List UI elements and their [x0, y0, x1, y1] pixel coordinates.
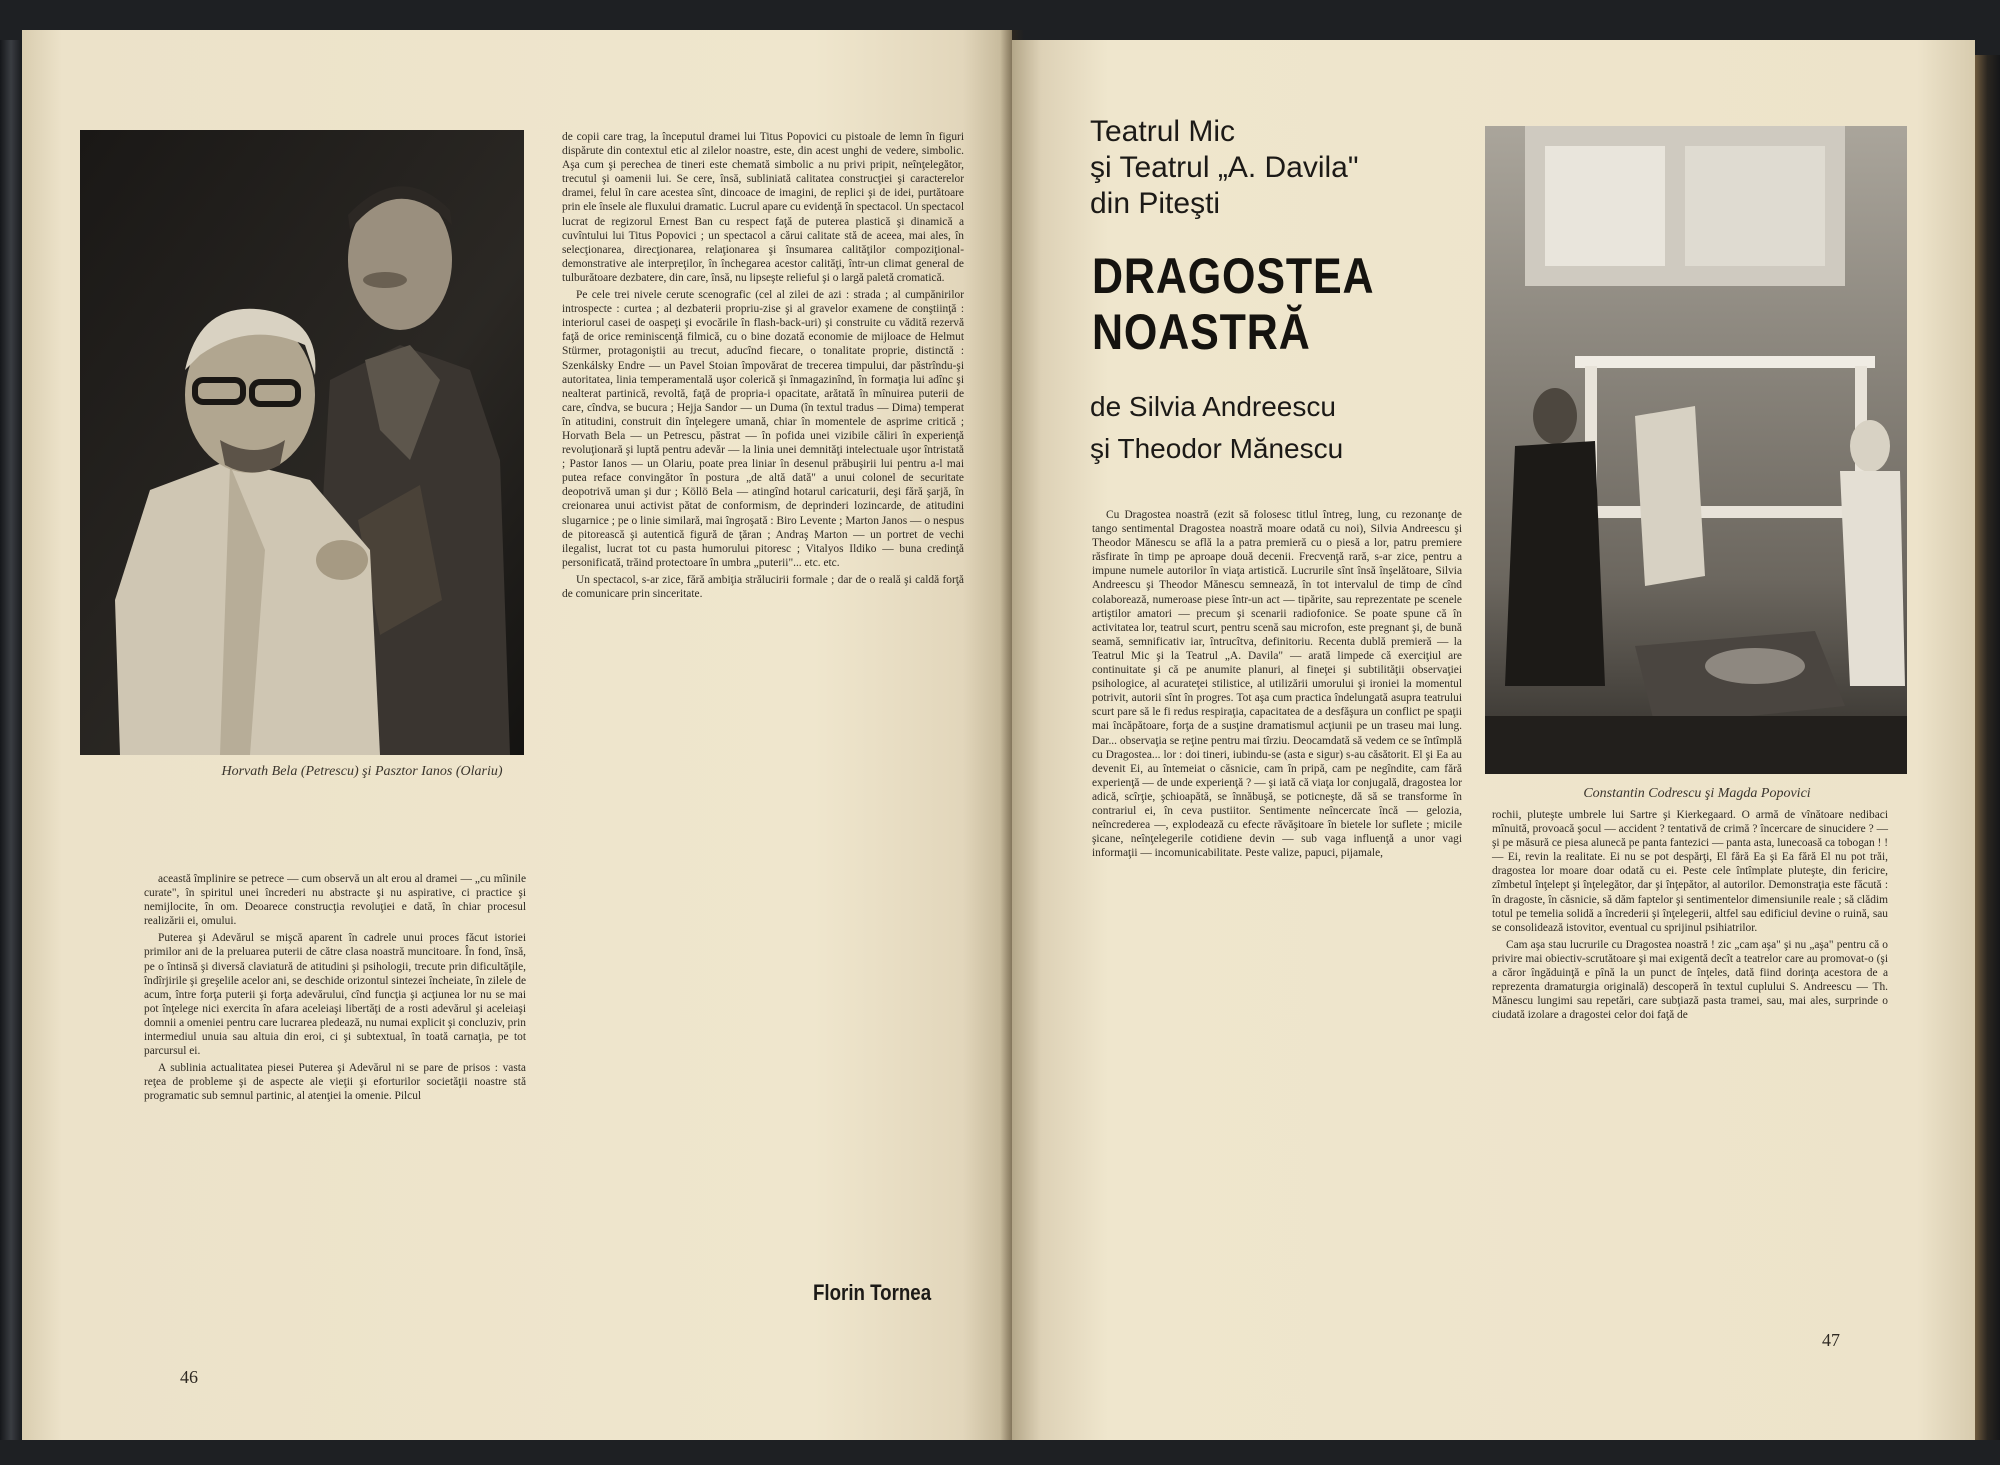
- paragraph: Un spectacol, s-ar zice, fără ambiţia strălucirii formale ; dar de o reală şi caldă forţă de comunicare prin sinceritate.: [562, 573, 964, 600]
- title-line: NOASTRĂ: [1092, 304, 1311, 360]
- left-column-1: [144, 872, 526, 1352]
- right-page: [1012, 40, 1975, 1440]
- title-line: DRAGOSTEA: [1092, 248, 1375, 304]
- paragraph: rochii, pluteşte umbrele lui Sartre şi Kierkegaard. O armă de vînătoare nedibaci mînuită, provoacă şocul — accident ? tentativă de crimă ? încercare de sinucidere ? — şi pe măsură ce piesa alunecă pe panta fantezici — panta asta, lunecoasă ca tobogan ! ! — Ei, revin la realitate. Ei nu se pot despărţi, El fără Ea şi Ea fără El nu pot trăi, dragostea lor moare doar odată cu ei. Peste cele întîmplate pluteşte, din fericire, zîmbetul înţelept şi înţelegător, dar şi înţepător, al autorilor. Demonstraţia este făcută : în dragoste, în căsnicie, să dăm faptelor şi sentimentelor dimensiunile reale ; să clădim totul pe temelia solidă a încrederii şi înţelegerii, altfel sau edificiul devine o ruină, sau se consolidează istovitor, eventual cu sprijinul psihiatrilor.: [1492, 809, 1888, 934]
- rubric-line: din Piteşti: [1090, 187, 1221, 220]
- paragraph: de copii care trag, la începutul dramei lui Titus Popovici cu pistoale de lemn în figuri dispărute din contextul etic al zilelor noastre, este, din acest unghi de vedere, simbolic. Aşa cum şi perechea de tineri este chemată simbolic a nu privi pripit, neînţelegător, trecutul şi oamenii lui. Se cere, însă, subliniată calitatea construcţiei şi caracterelor dramei, felul în care acestea sînt, dincoace de imagini, de replici şi de idei, purtătoare prin ele însele ale fluxului dramatic. Lucrul apare cu evidenţă în spectacol. Un spectacol lucrat de regizorul Ernest Ban cu respect faţă de puterea plastică şi dinamică a cuvîntului lui Titus Popovici ; un spectacol a cărui calitate stă de aceea, mai ales, în selecţionarea, direcţionarea, relaţionarea şi însumarea calităţilor compoziţional-demonstrative ale interpreţilor, în închegarea acestor calităţi, într-un climat general de tulburătoare dezbatere, din care, însă, nu lipseşte relieful şi o largă paletă cromatică.: [562, 131, 964, 284]
- theatre-rubric: [1090, 114, 1410, 222]
- paragraph: această împlinire se petrece — cum observă un alt erou al dramei — „cu mîinile curate", în spiritul unei încrederi nu abstracte şi nu aspirative, ci practice şi nemijlocite, în om. Deoarece construcţia revoluţiei e dată, în chiar procesul realizării ei, omului.: [144, 873, 526, 928]
- right-column-2: [1492, 808, 1888, 1348]
- left-column-2: [562, 130, 964, 1290]
- paragraph: Pe cele trei nivele cerute scenografic (cel al zilei de azi : strada ; al cumpănirilor introspecte : curtea ; al dezbaterii propriu-zise şi al gravelor examene de conştiinţă : interiorul casei de oaspeţi şi evocările în flash-back-uri) şi construite cu vădită rezervă faţă de orice reminiscenţă filmică, cu o bine dozată economie de mijloace de Helmut Stürmer, protagoniştii au trecut, aducînd fiecare, o tonalitate proprie, distinctă : Szenkálsky Endre — un Pavel Stoian împovărat de trecerea timpului, dar păstrîndu-şi autoritatea, linia temperamentală uşor colerică şi înmagazinînd, în formaţia lui adînc şi nealterat partinică, revoltă, faţă de propria-i opacitate, arătată în mînuirea puterii de care, cîndva, se bucura ; Hejja Sandor — un Duma (în textul tradus — Dima) temperat în atitudini, construit din înţelegere umană, chiar în momentele de asprime critică ; Horvath Bela — un Petrescu, păstrat — în pofida unei vizibile căliri în experienţă revoluţionară şi luptă pentru adevăr — la linia unei demnităţi intelectuale uşor întristată ; Pastor Ianos — un Olariu, poate prea liniar în desenul prăbuşirii lui pentru a-l mai putea reface convingător în postura „de altă dată" a unui colonel de securitate deopotrivă uman şi dur ; Köllö Bela — atingînd hotarul caricaturii, deşi fără şarjă, în creionarea unui activist pătat de conformism, de deprinderi lozincarde, de atitudini slugarnice ; pe o linie similară, mai îngroşată : Biro Levente ; Marton Janos — o nespus de pitorească şi autentică figură de ţăran ; Andraş Marton — un portret de vechi ilegalist, lucrat tot cu pasta humorului pitoresc ; Vitalyos Ildiko — buna credinţă personificată, trăind protectoare în umbra „puterii"... etc. etc.: [562, 289, 964, 569]
- page-number-right: 47: [1822, 1330, 1840, 1350]
- right-stage-photo: [1485, 126, 1907, 774]
- right-photo-caption: Constantin Codrescu şi Magda Popovici: [1583, 786, 1811, 801]
- page-number-left: 46: [180, 1367, 198, 1387]
- right-column-1: [1092, 508, 1462, 1348]
- left-page: [22, 30, 1012, 1440]
- paragraph: Cam aşa stau lucrurile cu Dragostea noastră ! zic „cam aşa" şi nu „aşa" pentru că o privire mai obiectiv-scrutătoare şi mai exigentă decît a teatrelor care au promovat-o (şi a căror îngăduinţă e pînă la un punct de înţeles, dată fiind dorinţa acestora de a reprezenta dramaturgia originală) descoperă în textul cuplului S. Andreescu — Th. Mănescu lungimi sau repetări, care subţiază pasta tramei, sau, mai ales, surprinde o ciudată izolare a dragostei celor doi faţă de: [1492, 938, 1888, 1022]
- paragraph: Cu Dragostea noastră (ezit să folosesc titlul întreg, lung, cu rezonanţe de tango sentimental Dragostea noastră moare odată cu noi), Silvia Andreescu şi Theodor Mănescu se află la a patra premieră cu o piesă a lor, patru premiere răsfirate în timp pe aproape două decenii. Frecvenţă rară, s-ar zice, pentru a impune numele autorilor în viaţa artistică. Lucrurile sînt însă înşelătoare, Silvia Andreescu şi Theodor Mănescu semnează, în tot intervalul de timp de cînd colaborează, numeroase piese într-un act — tipărite, sau reprezentate pe scenele artiştilor amatori — precum şi scenarii radiofonice. Se poate spune că în activitatea lor, teatrul scurt, pentru scenă sau microfon, este pregnant şi, de bună seamă, semnificativ iar, întrucîtva, definitoriu. Recenta dublă premieră — la Teatrul Mic şi la Teatrul „A. Davila" — arată limpede că exerciţiul are continuitate şi că pe anumite planuri, al fineţei şi subtilităţii observaţiei psihologice, al acurateţei stilistice, al utilizării umorului şi ironiei la momentul potrivit, autorii sînt în progres. Tot aşa cum practica îndelungată asupra teatrului scurt pare să le fi redus respiraţia, capacitatea de a desfăşura un conflict pe spaţii mai încăpătoare, forţa de a susţine dramatismul acţiunii pe un traseu mai lung. Dar... observaţia se reţine pentru mai tîrziu. Deocamdată să vedem ce se întîmplă cu Dragostea... lor : doi tineri, iubindu-se (asta e sigur) s-au căsătorit. El şi Ea au devenit Ei, au întemeiat o căsnicie, cam în pripă, cam pe negîndite, cam fără experienţă — de unde experienţă ? — şi iată că viaţa lor conjugală, dragostea lor adică, scîrţie, şchioapătă, se înnăbuşă, se poticneşte, dă să se transforme în contrariul ei, în ceva pustiitor. Sentimente neîncercate încă — gelozia, neîncrederea —, explodează cu efecte răvăşitoare în bietele lor suflete ; micile şicane, neînţelegerile cotidiene devin — sub vaga influenţă a unor vagi informaţii — incomunicabilitate. Peste valize, papuci, pijamale,: [1092, 509, 1462, 860]
- left-photo-caption: Horvath Bela (Petrescu) şi Pasztor Ianos (Olariu): [221, 764, 503, 779]
- left-scene-photo: [80, 130, 524, 755]
- authors-line: şi Theodor Mănescu: [1090, 433, 1344, 464]
- paragraph: Puterea şi Adevărul se mişcă aparent în cadrele unui proces făcut istoriei primilor ani de la preluarea puterii de către clasa noastră muncitoare. În fond, însă, pe o întinsă şi diversă claviatură de atitudini şi psihologii, trecute prin dificultăţile, îndîrjirile şi greşelile acelor ani, se deschide orizontul sintezei încheiate, în zilele de acum, între forţa puterii şi forţa adevărului, cînd funcţia şi acţiunea lor nu se mai pot înţelege nici exercita în afara aceleiaşi libertăţi de a rosti adevărul şi aceleiaşi domnii a omeniei pentru care lucrarea pledează, nu numai explicit şi concluziv, prin intermediul unuia sau altuia din eroi, ci şi subtextual, în toată carnaţia, pe tot parcursul ei.: [144, 932, 526, 1058]
- play-authors: [1090, 386, 1430, 470]
- rubric-line: Teatrul Mic: [1090, 115, 1236, 148]
- rubric-line: şi Teatrul „A. Davila": [1090, 151, 1359, 184]
- book-cover-edge-left: [0, 40, 22, 1440]
- play-title: [1092, 248, 1402, 360]
- authors-line: de Silvia Andreescu: [1090, 391, 1336, 422]
- book-cover-edge-right: [1975, 55, 2000, 1440]
- paragraph: A sublinia actualitatea piesei Puterea şi Adevărul ni se pare de prisos : vasta reţea de probleme şi de aspecte ale vieţii şi eforturilor societăţii noastre stă programatic sub semnul partinic, al atenţiei la omenie. Pilcul: [144, 1062, 526, 1103]
- article-signature: Florin Tornea: [813, 1280, 932, 1305]
